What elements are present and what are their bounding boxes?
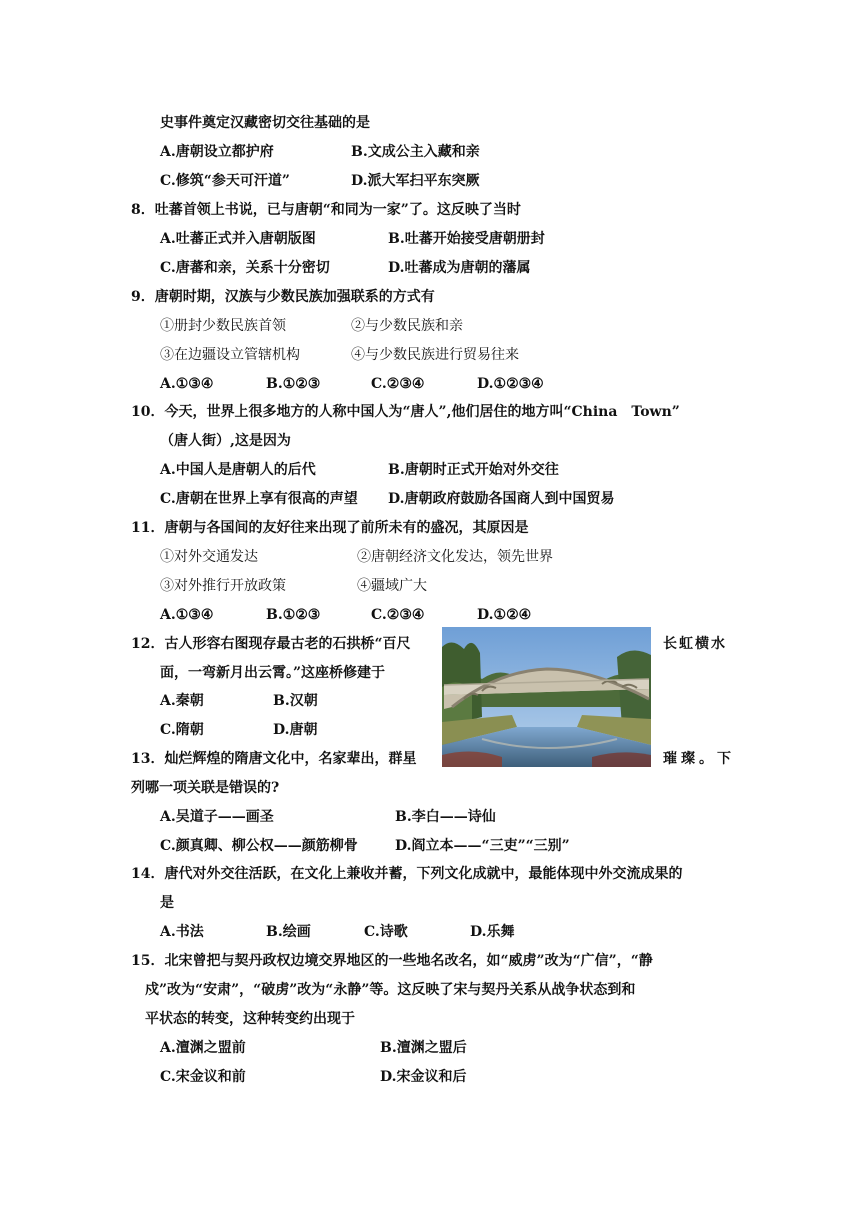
- q11-stem: 11．唐朝与各国间的友好往来出现了前所未有的盛况，其原因是: [131, 520, 529, 536]
- q8-option-d: D.吐蕃成为唐朝的藩属: [388, 260, 531, 276]
- q13-option-b: B.李白——诗仙: [395, 809, 496, 825]
- q12-option-a: A.秦朝: [160, 693, 204, 709]
- q9-statement-2: ②与少数民族和亲: [351, 318, 463, 334]
- q10-option-d: D.唐朝政府鼓励各国商人到中国贸易: [388, 491, 615, 507]
- q10-option-a: A.中国人是唐朝人的后代: [160, 462, 316, 478]
- q13-option-c: C.颜真卿、柳公权——颜筋柳骨: [160, 838, 358, 854]
- q9-statement-3: ③在边疆设立管辖机构: [160, 347, 300, 363]
- q15-stem-continuation-2: 平状态的转变，这种转变约出现于: [145, 1011, 355, 1027]
- q8-option-c: C.唐蕃和亲，关系十分密切: [160, 260, 330, 276]
- q12-option-c: C.隋朝: [160, 722, 204, 738]
- q10-stem: 10．今天，世界上很多地方的人称中国人为“唐人”,他们居住的地方叫“China Town”: [131, 404, 680, 420]
- q7-option-a: A.唐朝设立都护府: [160, 144, 274, 160]
- q14-option-d: D.乐舞: [470, 924, 515, 940]
- q12-stem-right: 长虹横水: [663, 636, 727, 652]
- q11-statement-4: ④疆域广大: [357, 578, 427, 594]
- q7-option-c: C.修筑“参天可汗道”: [160, 173, 290, 189]
- q10-option-c: C.唐朝在世界上享有很高的声望: [160, 491, 358, 507]
- q13-stem-continuation: 列哪一项关联是错误的?: [131, 780, 280, 796]
- q9-option-d: D.①②③④: [477, 376, 544, 392]
- q11-option-d: D.①②④: [477, 607, 532, 623]
- stone-arch-bridge-photo: [442, 627, 651, 767]
- q9-statement-4: ④与少数民族进行贸易往来: [351, 347, 519, 363]
- q7-stem-continuation: 史事件奠定汉藏密切交往基础的是: [160, 115, 370, 131]
- q9-statement-1: ①册封少数民族首领: [160, 318, 286, 334]
- q11-option-b: B.①②③: [266, 607, 321, 623]
- q8-option-b: B.吐蕃开始接受唐朝册封: [388, 231, 545, 247]
- q12-stem: 12．古人形容右图现存最古老的石拱桥“百尺: [131, 636, 411, 652]
- q12-option-d: D.唐朝: [273, 722, 318, 738]
- q15-option-a: A.澶渊之盟前: [160, 1040, 246, 1056]
- q15-stem: 15．北宋曾把与契丹政权边境交界地区的一些地名改名，如“威虏”改为“广信”，“静: [131, 953, 653, 969]
- q9-option-c: C.②③④: [371, 376, 425, 392]
- q15-option-b: B.澶渊之盟后: [380, 1040, 467, 1056]
- q14-stem: 14．唐代对外交往活跃，在文化上兼收并蓄，下列文化成就中，最能体现中外交流成果的: [131, 866, 683, 882]
- q12-stem-continuation: 面，一弯新月出云霄。”这座桥修建于: [160, 665, 386, 681]
- q9-option-a: A.①③④: [160, 376, 214, 392]
- q15-option-d: D.宋金议和后: [380, 1069, 467, 1085]
- q9-stem: 9．唐朝时期，汉族与少数民族加强联系的方式有: [131, 289, 435, 305]
- q14-option-c: C.诗歌: [364, 924, 408, 940]
- q9-option-b: B.①②③: [266, 376, 321, 392]
- q11-statement-1: ①对外交通发达: [160, 549, 258, 565]
- q14-option-b: B.绘画: [266, 924, 311, 940]
- q14-option-a: A.书法: [160, 924, 204, 940]
- q14-stem-continuation: 是: [160, 895, 174, 911]
- q8-option-a: A.吐蕃正式并入唐朝版图: [160, 231, 316, 247]
- q10-option-b: B.唐朝时正式开始对外交往: [388, 462, 559, 478]
- q11-option-a: A.①③④: [160, 607, 214, 623]
- q7-option-d: D.派大军扫平东突厥: [351, 173, 480, 189]
- q13-stem: 13．灿烂辉煌的隋唐文化中，名家辈出，群星: [131, 751, 417, 767]
- q13-option-d: D.阎立本——“三吏”“三别”: [395, 838, 570, 854]
- q11-statement-3: ③对外推行开放政策: [160, 578, 286, 594]
- q12-option-b: B.汉朝: [273, 693, 318, 709]
- q11-statement-2: ②唐朝经济文化发达，领先世界: [357, 549, 553, 565]
- q8-stem: 8．吐蕃首领上书说，已与唐朝“和同为一家”了。这反映了当时: [131, 202, 521, 218]
- q13-option-a: A.吴道子——画圣: [160, 809, 274, 825]
- q11-option-c: C.②③④: [371, 607, 425, 623]
- q13-stem-right: 璀璨。下: [663, 751, 735, 767]
- q10-stem-continuation: （唐人街）,这是因为: [160, 433, 291, 449]
- q7-option-b: B.文成公主入藏和亲: [351, 144, 480, 160]
- q15-stem-continuation-1: 戍”改为“安肃”，“破虏”改为“永静”等。这反映了宋与契丹关系从战争状态到和: [145, 982, 636, 998]
- q15-option-c: C.宋金议和前: [160, 1069, 246, 1085]
